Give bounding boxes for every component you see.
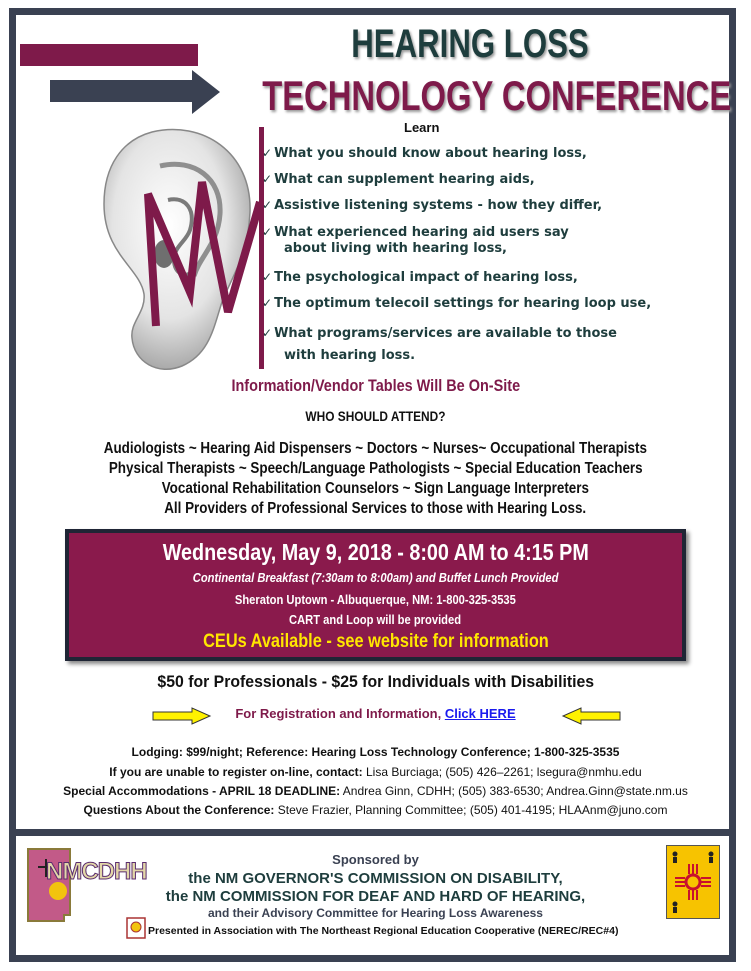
audience-line-text: All Providers of Professional Services to those with Hearing Loss. (164, 500, 587, 517)
nmcdhh-logo-text: NMCDHH (46, 858, 147, 885)
event-access (69, 612, 682, 627)
event-access-text: CART and Loop will be provided (289, 612, 462, 627)
learn-item (262, 198, 602, 213)
check-icon: ✓ (262, 172, 273, 186)
check-icon: ✓ (262, 296, 273, 310)
event-meal-text: Continental Breakfast (7:30am to 8:00am) and Buffet Lunch Provided (192, 570, 559, 585)
check-icon: ✓ (262, 270, 273, 284)
learn-heading: Learn (404, 120, 440, 135)
questions-info (0, 803, 751, 817)
audience-line-text: Physical Therapists ~ Speech/Language Pathologists ~ Special Education Teachers (108, 460, 643, 477)
registration-link[interactable]: Click HERE (444, 706, 516, 721)
learn-item-text: Assistive listening systems - how they differ, (274, 198, 603, 213)
learn-item-text: The optimum telecoil settings for hearing loop use, (274, 296, 652, 311)
event-ceu-text: CEUs Available - see website for information (202, 631, 549, 652)
accommodations-value: Andrea Ginn, CDHH; (505) 383-6530; Andrea.Ginn@state.nm.us (340, 784, 688, 798)
event-location (69, 592, 682, 607)
lodging-info: Lodging: $99/night; Reference: Hearing Loss Technology Conference; 1-800-325-3535 (131, 745, 620, 759)
nerec-logo (126, 917, 146, 939)
audience-heading-text: WHO SHOULD ATTEND? (305, 408, 446, 424)
check-icon: ✓ (262, 198, 273, 212)
audience-line-text: Vocational Rehabilitation Counselors ~ Sign Language Interpreters (161, 480, 590, 497)
audience-line (0, 480, 751, 498)
audience-line-text: Audiologists ~ Hearing Aid Dispensers ~ Doctors ~ Nurses~ Occupational Therapists (103, 440, 648, 457)
learn-item-text: What can supplement hearing aids, (274, 172, 535, 187)
check-icon: ✓ (262, 326, 273, 340)
learn-item (262, 224, 569, 257)
learn-item-text-cont: about living with hearing loss, (284, 241, 507, 256)
audience-line (0, 500, 751, 518)
vendor-notice (0, 376, 751, 396)
event-date-text: Wednesday, May 9, 2018 - 8:00 AM to 4:15 PM (162, 539, 589, 565)
learn-item-text-cont: with hearing loss. (284, 348, 416, 363)
footer-divider (9, 829, 736, 836)
accommodations-info (0, 784, 751, 798)
pricing (0, 672, 751, 692)
title-line-2: TECHNOLOGY CONFERENCE (262, 72, 732, 119)
registration-row (0, 706, 751, 721)
zigzag-graphic (128, 172, 268, 328)
learn-item-text: What programs/services are available to those (274, 326, 617, 341)
audience-line (0, 460, 751, 478)
event-location-text: Sheraton Uptown - Albuquerque, NM: 1-800-325-3535 (234, 592, 517, 607)
title-line-1: HEARING LOSS (351, 22, 589, 66)
learn-item (262, 296, 651, 311)
header-arrows-graphic (20, 36, 240, 120)
governors-commission-logo (666, 845, 720, 919)
contact-value: Lisa Burciaga; (505) 426–2261; lsegura@nmhu.edu (362, 765, 642, 779)
audience-heading (0, 408, 751, 424)
questions-value: Steve Frazier, Planning Committee; (505) 401-4195; HLAAnm@juno.com (274, 803, 668, 817)
sponsor-line-3: and their Advisory Committee for Hearing Loss Awareness (208, 906, 543, 920)
accommodations-label: Special Accommodations - APRIL 18 DEADLINE: (63, 784, 341, 798)
learn-item-text: What you should know about hearing loss, (274, 146, 587, 161)
check-icon: ✓ (262, 146, 273, 160)
sponsors-heading: Sponsored by (332, 852, 419, 867)
contact-label: If you are unable to register on-line, contact: (109, 765, 363, 779)
learn-item (262, 172, 535, 187)
zia-symbol-icon (667, 846, 719, 918)
audience-line (0, 440, 751, 458)
learn-item-text: The psychological impact of hearing loss, (274, 270, 578, 285)
sponsor-line-2: the NM COMMISSION FOR DEAF AND HARD OF HEARING, (165, 888, 586, 905)
event-date (69, 539, 682, 566)
registration-text: For Registration and Information, (235, 706, 445, 721)
event-meal (69, 570, 682, 585)
learn-item-text: What experienced hearing aid users say (274, 225, 569, 240)
learn-item (262, 270, 578, 285)
arrow-left-icon (561, 707, 621, 725)
sponsor-line-1: the NM GOVERNOR'S COMMISSION ON DISABILITY, (188, 870, 563, 887)
contact-info (0, 765, 751, 779)
questions-label: Questions About the Conference: (83, 803, 275, 817)
learn-item (262, 146, 587, 161)
event-details-box (65, 529, 686, 661)
pricing-text: $50 for Professionals - $25 for Individuals with Disabilities (157, 672, 594, 691)
vendor-notice-text: Information/Vendor Tables Will Be On-Site (231, 376, 520, 395)
event-ceu (69, 631, 682, 653)
check-icon: ✓ (262, 225, 273, 239)
learn-item (262, 322, 617, 367)
presented-by: Presented in Association with The Northeast Regional Education Cooperative (NEREC/REC#4) (148, 925, 619, 937)
